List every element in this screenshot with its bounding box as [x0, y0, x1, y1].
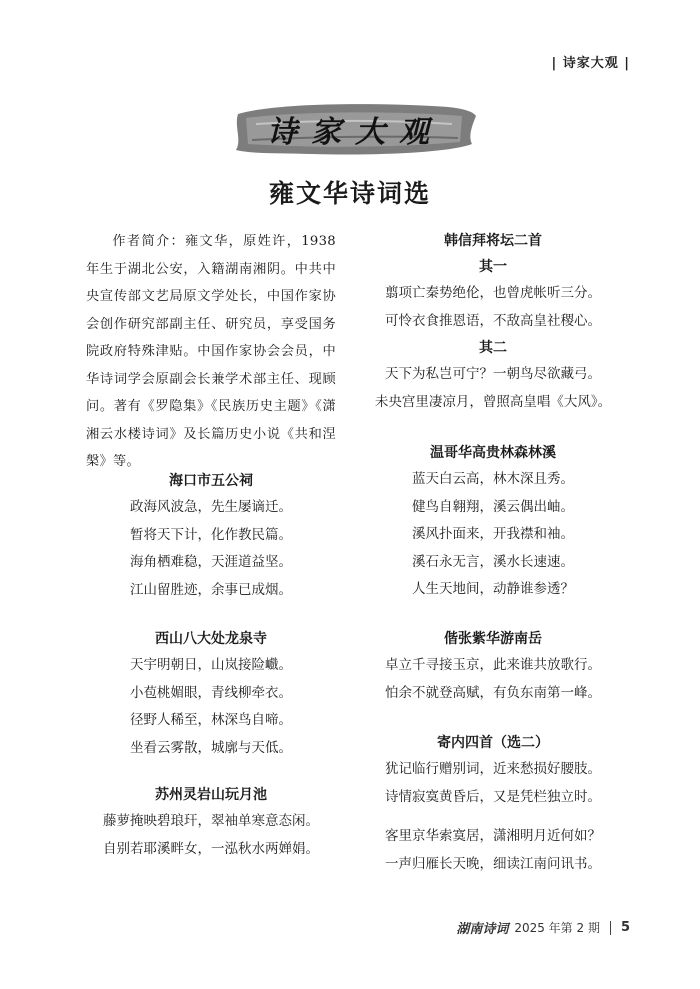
poem-title: 偕张紫华游南岳 [444, 631, 542, 647]
poem-line: 诗情寂寞黄昏后，又是凭栏独立时。 [385, 788, 601, 805]
poem-title: 韩信拜将坛二首 [444, 233, 542, 249]
poem-subtitle: 其一 [479, 259, 507, 275]
poem-title: 寄内四首（选二） [437, 735, 549, 751]
author-bio [86, 228, 336, 476]
poem-line: 一声归雁长天晚，细读江南问讯书。 [385, 855, 601, 872]
poem-line: 海角栖难稳，天涯道益坚。 [130, 554, 292, 570]
magazine-name: 湖南诗词 [456, 922, 509, 937]
author-bio-text: 作者简介：雍文华，原姓许，1938 年生于湖北公安，入籍湖南湘阴。中共中央宣传部文艺局原文学处长，中国作家协会创作研究部副主任、研究员，享受国务院政府特殊津贴。中国作家协会会员，中华诗词学会原副会长兼学术部主任、现顾问。著有《罗隐集》《民族历史主题》《潇湘云水楼诗词》及长篇历史小说《共和涅槃》等。 [86, 234, 336, 469]
poem-line: 江山留胜迹，余事已成烟。 [130, 581, 292, 598]
poem-line: 犹记临行赠别词，近来愁损好腰肢。 [385, 761, 601, 777]
section-banner [232, 96, 478, 162]
section-tag: | 诗家大观 | [551, 56, 630, 71]
poem-line: 翦项亡秦势绝伦，也曾虎帐听三分。 [385, 285, 601, 301]
poem-line: 藤萝掩映碧琅玕，翠袖单寒意态闲。 [103, 813, 319, 829]
poem-nanyue-trip [368, 626, 618, 707]
poem-subtitle: 其二 [479, 340, 507, 356]
poem-line: 怕余不就登高赋，有负东南第一峰。 [385, 684, 601, 701]
poem-title: 温哥华高贵林森林溪 [430, 445, 556, 461]
poem-title: 西山八大处龙泉寺 [155, 631, 267, 647]
poem-line: 溪风扑面来，开我襟和袖。 [412, 526, 574, 542]
poem-line: 蓝天白云高，林木深且秀。 [412, 471, 574, 487]
poem-line: 卓立千寻接玉京，此来谁共放歌行。 [385, 657, 601, 673]
poem-line: 人生天地间，动静谁参透？ [412, 581, 574, 597]
page-footer [456, 918, 630, 937]
poem-longquan-temple [86, 626, 336, 762]
poem-letters-home [368, 730, 618, 878]
poem-line: 天宇明朝日，山岚接险巇。 [130, 657, 292, 673]
issue-label: 2025 年第 2 期 [514, 921, 600, 935]
poem-line: 未央宫里凄凉月，曾照高皇唱《大风》。 [374, 393, 612, 410]
poem-vancouver-creek [368, 440, 618, 604]
poem-line: 客里京华索寞居，潇湘明月近何如？ [385, 828, 601, 844]
poem-line: 健鸟自翱翔，溪云偶出岫。 [412, 498, 574, 515]
page-title: 雍文华诗词选 [268, 179, 431, 208]
banner-title: 诗家大观 [267, 115, 443, 150]
poem-line: 天下为私岂可宁？一朝鸟尽欲藏弓。 [385, 366, 601, 382]
footer-divider [610, 921, 611, 935]
poem-title: 苏州灵岩山玩月池 [155, 787, 267, 803]
poem-line: 溪石永无言，溪水长速速。 [412, 553, 574, 570]
poem-line: 自别若耶溪畔女，一泓秋水两婵娟。 [103, 840, 319, 857]
poem-line: 政海风波急，先生屡谪迁。 [130, 499, 292, 515]
poem-hanxin-altar [368, 228, 618, 416]
poem-moon-pool [86, 782, 336, 863]
poem-wugong-temple [86, 468, 336, 604]
poem-line: 小苞桃媚眼，青线柳牵衣。 [130, 684, 292, 701]
poem-line: 可怜衣食推恩语，不敌高皇社稷心。 [385, 312, 601, 329]
poem-line: 坐看云雾散，城廓与天低。 [130, 739, 292, 756]
poem-line: 暂将天下计，化作教民篇。 [130, 526, 292, 543]
poem-title: 海口市五公祠 [169, 473, 253, 489]
page-number: 5 [620, 920, 630, 935]
poem-line: 径野人稀至，林深鸟自啼。 [130, 712, 292, 728]
